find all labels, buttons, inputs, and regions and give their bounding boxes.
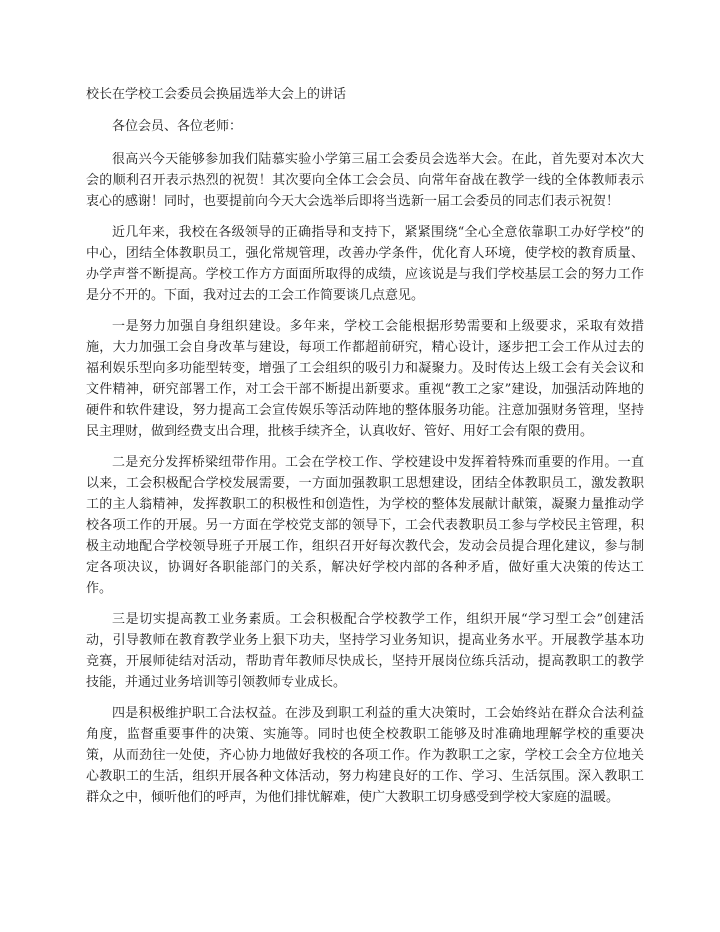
paragraph-opening: 很高兴今天能够参加我们陆慕实验小学第三届工会委员会选举大会。在此，首先要对本次大会的顺利召开表示热烈的祝贺！其次要向全体工会会员、向常年奋战在教学一线的全体教师表示衷心的感谢！同时，也要提前向今天大会选举后即将当选新一届工会委员的同志们表示祝贺！: [86, 152, 644, 209]
paragraph-professional-quality: 三是切实提高教工业务素质。工会积极配合学校教学工作，组织开展“学习型工会”创建活动，引导教师在教育教学业务上狠下功夫，坚持学习业务知识，提高业务水平。开展教学基本功竞赛，开展师徒结对活动，帮助青年教师尽快成长，坚持开展岗位练兵活动，提高教职工的教学技能，并通过业务培训等引领教师专业成长。: [86, 612, 644, 690]
salutation: 各位会员、各位老师：: [112, 119, 243, 134]
paragraph-bridge-role: 二是充分发挥桥梁纽带作用。工会在学校工作、学校建设中发挥着特殊而重要的作用。一直以来，工会积极配合学校发展需要，一方面加强教职工思想建设，团结全体教职员工，激发教职工的主人翁精神，发挥教职工的积极性和创造性，为学校的整体发展献计献策，凝聚力量推动学校各项工作的开展。另一方面在学校党支部的领导下，工会代表教职员工参与学校民主管理，积极主动地配合学校领导班子开展工作，组织召开好每次教代会，发动会员提合理化建议，参与制定各项决议，协调好各职能部门的关系，解决好学校内部的各种矛盾，做好重大决策的传达工作。: [86, 455, 644, 596]
paragraph-organization: 一是努力加强自身组织建设。多年来，学校工会能根据形势需要和上级要求，采取有效措施，大力加强工会自身改革与建设，每项工作都超前研究，精心设计，逐步把工会工作从过去的福利娱乐型向多功能型转变，增强了工会组织的吸引力和凝聚力。及时传达上级工会有关会议和文件精神，研究部署工作，对工会干部不断提出新要求。重视“教工之家”建设，加强活动阵地的硬件和软件建设，努力提高工会宣传娱乐等活动阵地的整体服务功能。注意加强财务管理，坚持民主理财，做到经费支出合理，批核手续齐全，认真收好、管好、用好工会有限的费用。: [86, 319, 644, 439]
paragraph-rights-protection: 四是积极维护职工合法权益。在涉及到职工利益的重大决策时，工会始终站在群众合法利益角度，监督重要事件的决策、实施等。同时也使全校教职工能够及时准确地理解学校的重要决策，从而劲往一处使，齐心协力地做好我校的各项工作。作为教职工之家，学校工会全方位地关心教职工的生活，组织开展各种文体活动，努力构建良好的工作、学习、生活氛围。深入教职工群众之中，倾听他们的呼声，为他们排忧解难，使广大教职工切身感受到学校大家庭的温暖。: [86, 706, 644, 805]
paragraph-overview: 近几年来，我校在各级领导的正确指导和支持下，紧紧围绕“全心全意依靠职工办好学校”的中心，团结全体教职员工，强化常规管理，改善办学条件，优化育人环境，使学校的教育质量、办学声誉不断提高。学校工作方方面面所取得的成绩，应该说是与我们学校基层工会的努力工作是分不开的。下面，我对过去的工会工作简要谈几点意见。: [86, 225, 644, 303]
document-title: 校长在学校工会委员会换届选举大会上的讲话: [86, 87, 347, 102]
document-page: [86, 84, 644, 818]
